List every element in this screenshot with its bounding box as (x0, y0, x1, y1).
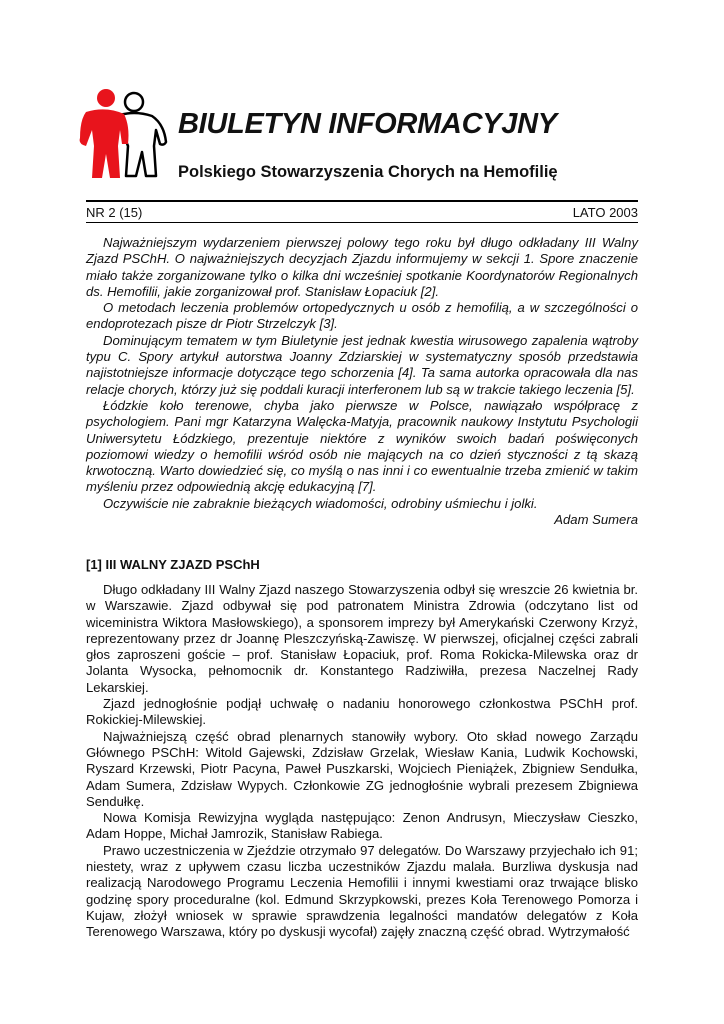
intro-paragraph: Łódzkie koło terenowe, chyba jako pierwsze w Polsce, nawiązało współpracę z psychologiem. Pani mgr Katarzyna Walęcka-Matyja, pracownik naukowy Instytutu Psychologii Uniwersytetu Łódzkiego, prezentuje niektóre z wyników swoich badań poświęconych poziomowi wiedzy o hemofilii wśród osób nie mających na co dzień styczności z tą skazą krwotoczną. Warto dowiedzieć się, co myślą o nas inni i co ewentualnie trzeba zmienić w takim myśleniu przez odpowiednią akcję edukacyjną [7]. (86, 397, 638, 495)
intro-section (86, 235, 638, 528)
section-heading: [1] III WALNY ZJAZD PSChH (86, 557, 260, 572)
intro-paragraph: Dominującym tematem w tym Biuletynie jest jednak kwestia wirusowego zapalenia wątroby typu C. Spory artykuł autorstwa Joanny Zdziarskiej w systematyczny sposób przedstawia najistotniejsze informacje dotyczące tego schorzenia [4]. Ta sama autorka opracowała dla nas relacje chorych, którzy już się poddali kuracji interferonem lub są w trakcie takiego leczenia [5]. (86, 332, 638, 397)
section-body (86, 582, 638, 941)
bulletin-subtitle: Polskiego Stowarzyszenia Chorych na Hemofilię (178, 163, 558, 181)
body-paragraph: Zjazd jednogłośnie podjął uchwałę o nadaniu honorowego członkostwa PSChH prof. Rokickiej-Milewskiej. (86, 696, 638, 728)
issue-season: LATO 2003 (572, 205, 638, 220)
intro-signature: Adam Sumera (554, 512, 638, 528)
two-people-logo-icon (72, 86, 172, 182)
body-paragraph: Prawo uczestniczenia w Zjeździe otrzymało 97 delegatów. Do Warszawy przyjechało ich 91; niestety, wraz z upływem czasu liczba uczestników Zjazdu malała. Burzliwa dyskusja nad realizacją Narodowego Programu Leczenia Hemofilii i innymi kwestiami oraz trwające blisko godzinę spory proceduralne (kol. Edmund Skrzypkowski, prezes Koła Terenowego Pomorza i Kujaw, złożył wniosek w sprawie sprawdzenia legalności mandatów delegatów z Koła Terenowego Warszawa, który po dyskusji wycofał) zajęły znaczną część obrad. Wytrzymałość (86, 842, 638, 940)
issue-number: NR 2 (15) (86, 205, 143, 220)
body-paragraph: Nowa Komisja Rewizyjna wygląda następująco: Zenon Andrusyn, Mieczysław Cieszko, Adam Hoppe, Michał Jamrozik, Stanisław Rabiega. (86, 810, 638, 842)
body-paragraph: Długo odkładany III Walny Zjazd naszego Stowarzyszenia odbył się wreszcie 26 kwietnia br. w Warszawie. Zjazd odbywał się pod patronatem Ministra Zdrowia (odczytano list od wiceministra Wiktora Masłowskiego), a sponsorem imprezy był Amerykański Czerwony Krzyż, reprezentowany przez dr Joannę Pleszczyńską-Zawiszę. W pierwszej, oficjalnej części zabrali głos zaproszeni goście – prof. Stanisław Łopaciuk, prof. Roma Rokicka-Milewska oraz dr Jolanta Wysocka, pełnomocnik dr. Konstantego Radziwiłła, prezesa Naczelnej Rady Lekarskiej. (86, 582, 638, 695)
header-rule-bottom (86, 222, 638, 223)
header-rule-top (86, 200, 638, 202)
intro-paragraph: O metodach leczenia problemów ortopedycznych u osób z hemofilią, a w szczególności o endoprotezach pisze dr Piotr Strzelczyk [3]. (86, 300, 638, 332)
bulletin-title: BIULETYN INFORMACYJNY (178, 108, 557, 140)
intro-paragraph: Najważniejszym wydarzeniem pierwszej polowy tego roku był długo odkładany III Walny Zjazd PSChH. O najważniejszych decyzjach Zjazdu informujemy w sekcji 1. Spore znaczenie miało także zorganizowane tylko o kilka dni wcześniej spotkanie Koordynatorów Regionalnych ds. Hemofilii, jakie zorganizował prof. Stanisław Łopaciuk [2]. (86, 235, 638, 299)
body-paragraph: Najważniejszą część obrad plenarnych stanowiły wybory. Oto skład nowego Zarządu Głównego PSChH: Witold Gajewski, Zdzisław Grzelak, Wiesław Kania, Ludwik Kochowski, Ryszard Krzewski, Piotr Pacyna, Paweł Puszkarski, Wojciech Pieniążek, Zbigniew Sendułka, Adam Sumera, Zdzisław Wypych. Członkowie ZG jednogłośnie wybrali prezesem Zbigniewa Sendułkę. (86, 728, 638, 809)
intro-paragraph: Oczywiście nie zabraknie bieżących wiadomości, odrobiny uśmiechu i jolki. (103, 495, 538, 511)
